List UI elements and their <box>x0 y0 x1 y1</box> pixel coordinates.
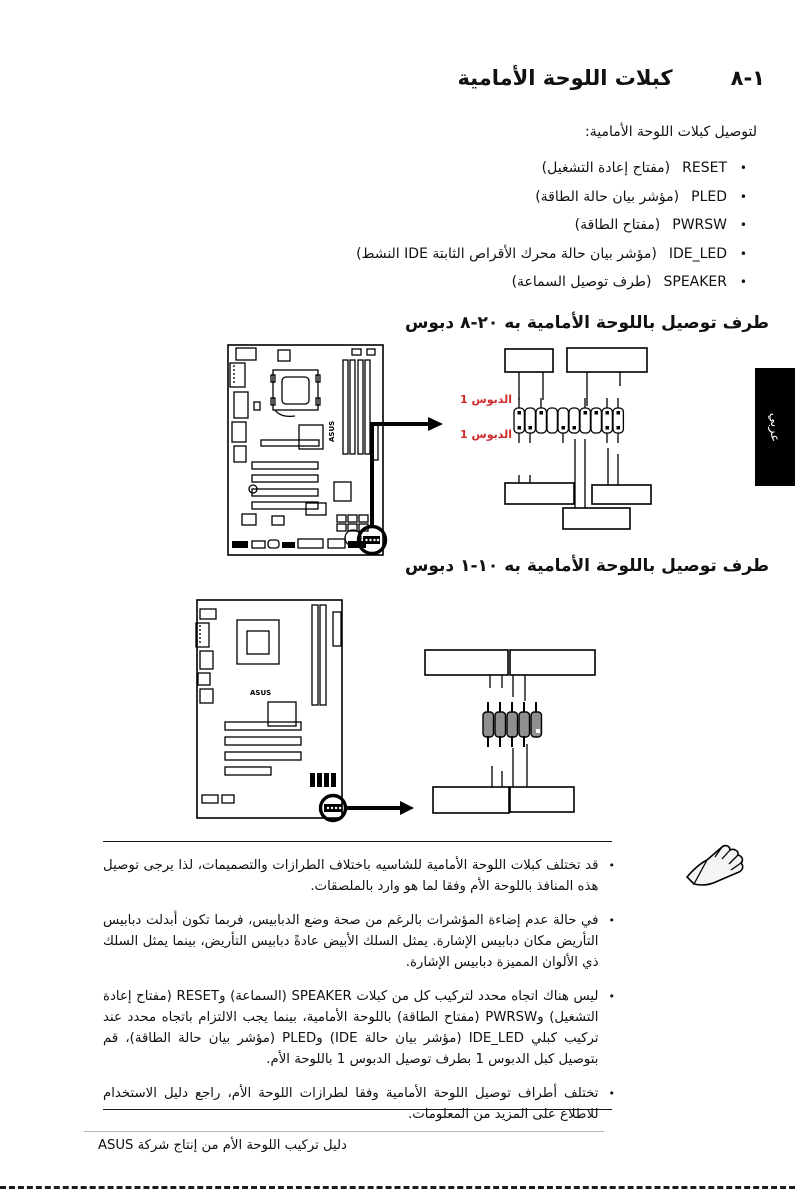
diagram-10-1-pin <box>188 595 608 830</box>
diagram-20-8-pin <box>222 342 658 560</box>
note-item <box>103 910 615 973</box>
note-item <box>103 986 615 1070</box>
bullet-icon: • <box>739 218 747 232</box>
bullet-icon: • <box>739 189 747 204</box>
bullet-icon: • <box>739 275 747 289</box>
bullet-icon: • <box>739 246 747 261</box>
arrow-head <box>428 417 443 431</box>
language-side-tab <box>755 368 795 486</box>
board-logo: ASUS <box>328 420 336 442</box>
cable-desc: (مفتاح الطاقة) <box>574 217 661 233</box>
list-item <box>356 189 747 218</box>
perforation-line <box>0 1186 795 1189</box>
cable-desc: (مؤشر بيان حالة الطاقة) <box>535 188 680 205</box>
cable-code: PLED <box>691 188 727 205</box>
pin1-label-bottom: الدبوس 1 <box>460 428 512 441</box>
cable-code: RESET <box>682 160 727 176</box>
diagram2-heading: طرف توصيل باللوحة الأمامية به ١٠-١ دبوس <box>404 556 769 576</box>
label-box <box>510 650 595 675</box>
intro-text: لتوصيل كبلات اللوحة الأمامية: <box>585 124 757 140</box>
board-logo: ASUS <box>250 689 272 697</box>
bullet-icon: • <box>608 859 615 872</box>
notes-top-rule <box>103 841 612 842</box>
label-box <box>592 485 651 504</box>
pin1-label-top: الدبوس 1 <box>460 393 512 406</box>
bullet-icon: • <box>608 914 615 927</box>
list-item <box>356 274 747 303</box>
language-tab-label: عربي <box>767 412 783 442</box>
diagram1-heading: طرف توصيل باللوحة الأمامية به ٢٠-٨ دبوس <box>404 313 769 333</box>
list-item <box>356 160 747 189</box>
footer-rule <box>84 1131 604 1132</box>
cable-code: IDE_LED <box>668 245 727 262</box>
cable-code: PWRSW <box>672 217 727 233</box>
arrow-head <box>400 801 414 815</box>
list-item <box>356 217 747 246</box>
pin-header-10 <box>483 702 542 747</box>
label-box <box>505 483 574 504</box>
bullet-icon: • <box>608 1087 615 1100</box>
label-box <box>433 787 509 813</box>
section-number: ١-٨ <box>730 66 765 90</box>
label-box <box>567 348 647 372</box>
hand-note-icon <box>684 840 746 898</box>
note-item <box>103 855 615 897</box>
note-text: تختلف أطراف توصيل اللوحة الأمامية وفقا لطرازات اللوحة الأم، راجع دليل الاستخدام للاطلاع على المزيد من المعلومات. <box>103 1086 599 1122</box>
footer-text: دليل تركيب اللوحة الأم من إنتاج شركة ASUS <box>98 1138 347 1153</box>
page-title <box>457 66 765 90</box>
note-text: ليس هناك اتجاه محدد لتركيب كل من كبلات SPEAKER (السماعة) وRESET (مفتاح إعادة التشغيل) وPWRSW (مفتاح الطاقة) باللوحة الأمامية، بينما يجب الالتزام باتجاه محدد عند تركيب كبلي IDE_LED (مؤشر بيان حالة IDE) وPLED (مؤشر بيان حالة الطاقة)، قم بتوصيل كبل الدبوس 1 بطرف توصيل الدبوس 1 باللوحة الأم. <box>103 989 599 1067</box>
notes-bottom-rule <box>103 1109 612 1110</box>
note-text: قد تختلف كبلات اللوحة الأمامية للشاسيه باختلاف الطرازات والتصميمات، لذا يرجى توصيل هذه المنافذ باللوحة الأم وفقا لما هو وارد بالملصقات. <box>103 858 599 894</box>
list-item <box>356 246 747 275</box>
cable-desc: (طرف توصيل السماعة) <box>511 274 652 290</box>
label-box <box>505 349 553 372</box>
pin-header-20 <box>514 398 623 443</box>
label-box <box>425 650 508 675</box>
cable-code: SPEAKER <box>663 274 727 290</box>
label-box <box>563 508 630 529</box>
bullet-icon: • <box>608 990 615 1003</box>
label-box <box>510 787 574 812</box>
cable-list <box>356 160 747 303</box>
notes-list <box>103 855 615 1138</box>
motherboard-diagram-1 <box>222 342 658 560</box>
note-item <box>103 1083 615 1125</box>
section-title: كبلات اللوحة الأمامية <box>457 66 673 90</box>
cable-desc: (مفتاح إعادة التشغيل) <box>541 160 671 176</box>
bullet-icon: • <box>739 161 747 175</box>
cable-desc: (مؤشر بيان حالة محرك الأقراص الثابتة IDE النشط) <box>356 245 657 262</box>
note-text: في حالة عدم إضاءة المؤشرات بالرغم من صحة وضع الدبابيس، فربما تكون أبدلت دبابيس التأريض مكان دبابيس الإشارة. يمثل السلك الأبيض عادةً دبابيس التأريض، بينما يمثل السلك ذي الألوان المميزة دبابيس الإشارة. <box>103 913 599 970</box>
motherboard-diagram-2 <box>188 595 608 830</box>
